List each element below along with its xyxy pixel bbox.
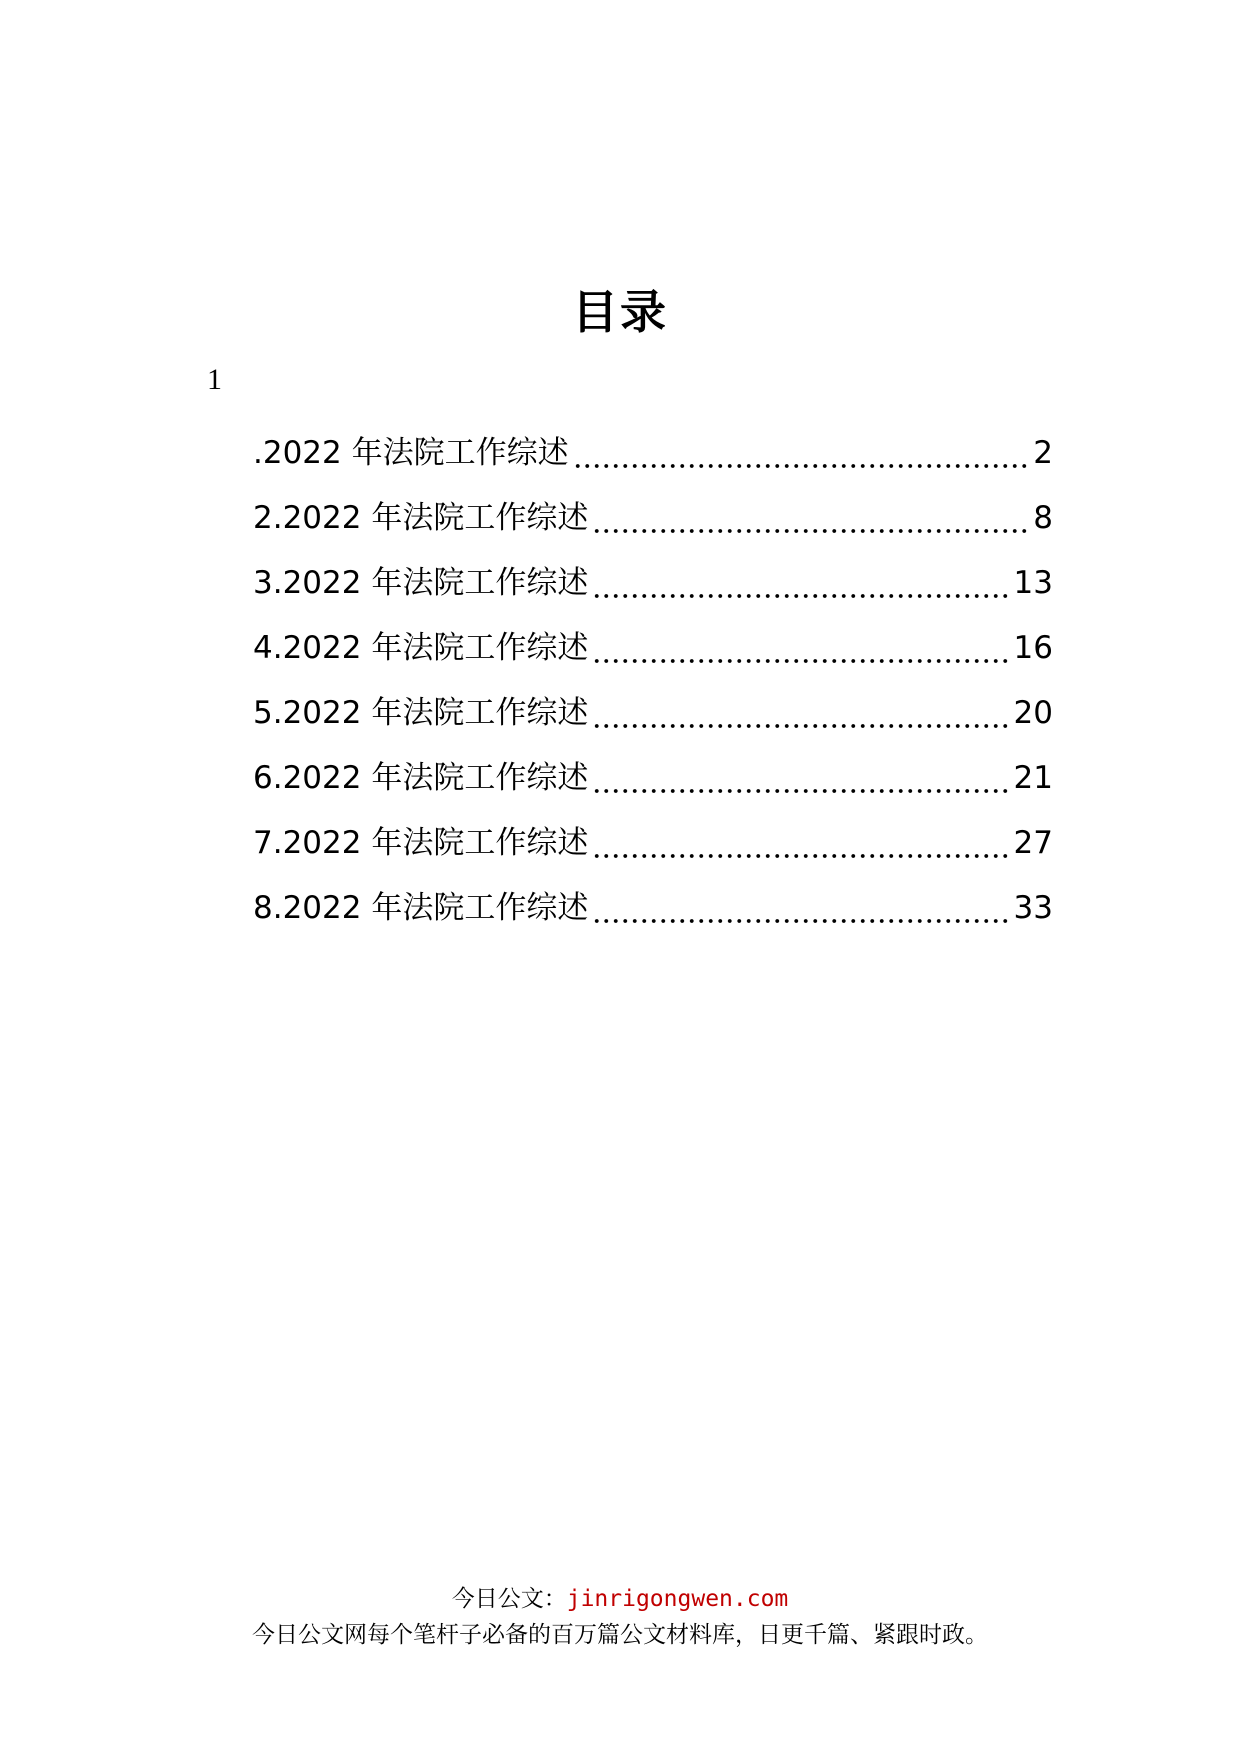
toc-dot-leader — [592, 888, 1009, 928]
toc-entry-title: 2.2022 年法院工作综述 — [253, 499, 589, 536]
toc-entry-page: 20 — [1013, 694, 1053, 731]
toc-entry-title: 5.2022 年法院工作综述 — [253, 694, 589, 731]
toc-entry-page: 21 — [1013, 759, 1053, 796]
footer-site-link[interactable]: jinrigongwen.com — [566, 1586, 789, 1612]
toc-entry-6[interactable] — [253, 745, 1053, 810]
stray-number: 1 — [207, 363, 222, 396]
toc-entry-title: 3.2022 年法院工作综述 — [253, 564, 589, 601]
toc-entry-page: 33 — [1013, 889, 1053, 926]
toc-entry-page: 16 — [1013, 629, 1053, 666]
toc-dot-leader — [573, 433, 1030, 473]
footer-tagline: 今日公文网每个笔杆子必备的百万篇公文材料库，日更千篇、紧跟时政。 — [252, 1622, 988, 1648]
toc-dot-leader — [592, 693, 1009, 733]
toc-entry-4[interactable] — [253, 615, 1053, 680]
footer-site-line — [0, 1584, 1240, 1614]
toc-entry-page: 13 — [1013, 564, 1053, 601]
toc-entry-title: 6.2022 年法院工作综述 — [253, 759, 589, 796]
toc-entry-page: 8 — [1033, 499, 1053, 536]
toc-entry-5[interactable] — [253, 680, 1053, 745]
toc-entry-title: 7.2022 年法院工作综述 — [253, 824, 589, 861]
page-title: 目录 — [572, 285, 668, 339]
toc-entry-3[interactable] — [253, 550, 1053, 615]
toc-entry-2[interactable] — [253, 485, 1053, 550]
toc-entry-7[interactable] — [253, 810, 1053, 875]
toc-entry-page: 2 — [1033, 434, 1053, 471]
toc-dot-leader — [592, 563, 1009, 603]
toc-dot-leader — [592, 823, 1009, 863]
toc-dot-leader — [592, 758, 1009, 798]
toc-entry-title: 4.2022 年法院工作综述 — [253, 629, 589, 666]
toc-entry-8[interactable] — [253, 875, 1053, 940]
toc-entry-1[interactable] — [253, 420, 1053, 485]
toc-entry-title: .2022 年法院工作综述 — [253, 434, 569, 471]
toc-entry-title: 8.2022 年法院工作综述 — [253, 889, 589, 926]
footer-site-prefix: 今日公文： — [451, 1586, 567, 1612]
table-of-contents — [253, 420, 1053, 940]
toc-dot-leader — [592, 628, 1009, 668]
toc-entry-page: 27 — [1013, 824, 1053, 861]
toc-dot-leader — [592, 498, 1029, 538]
